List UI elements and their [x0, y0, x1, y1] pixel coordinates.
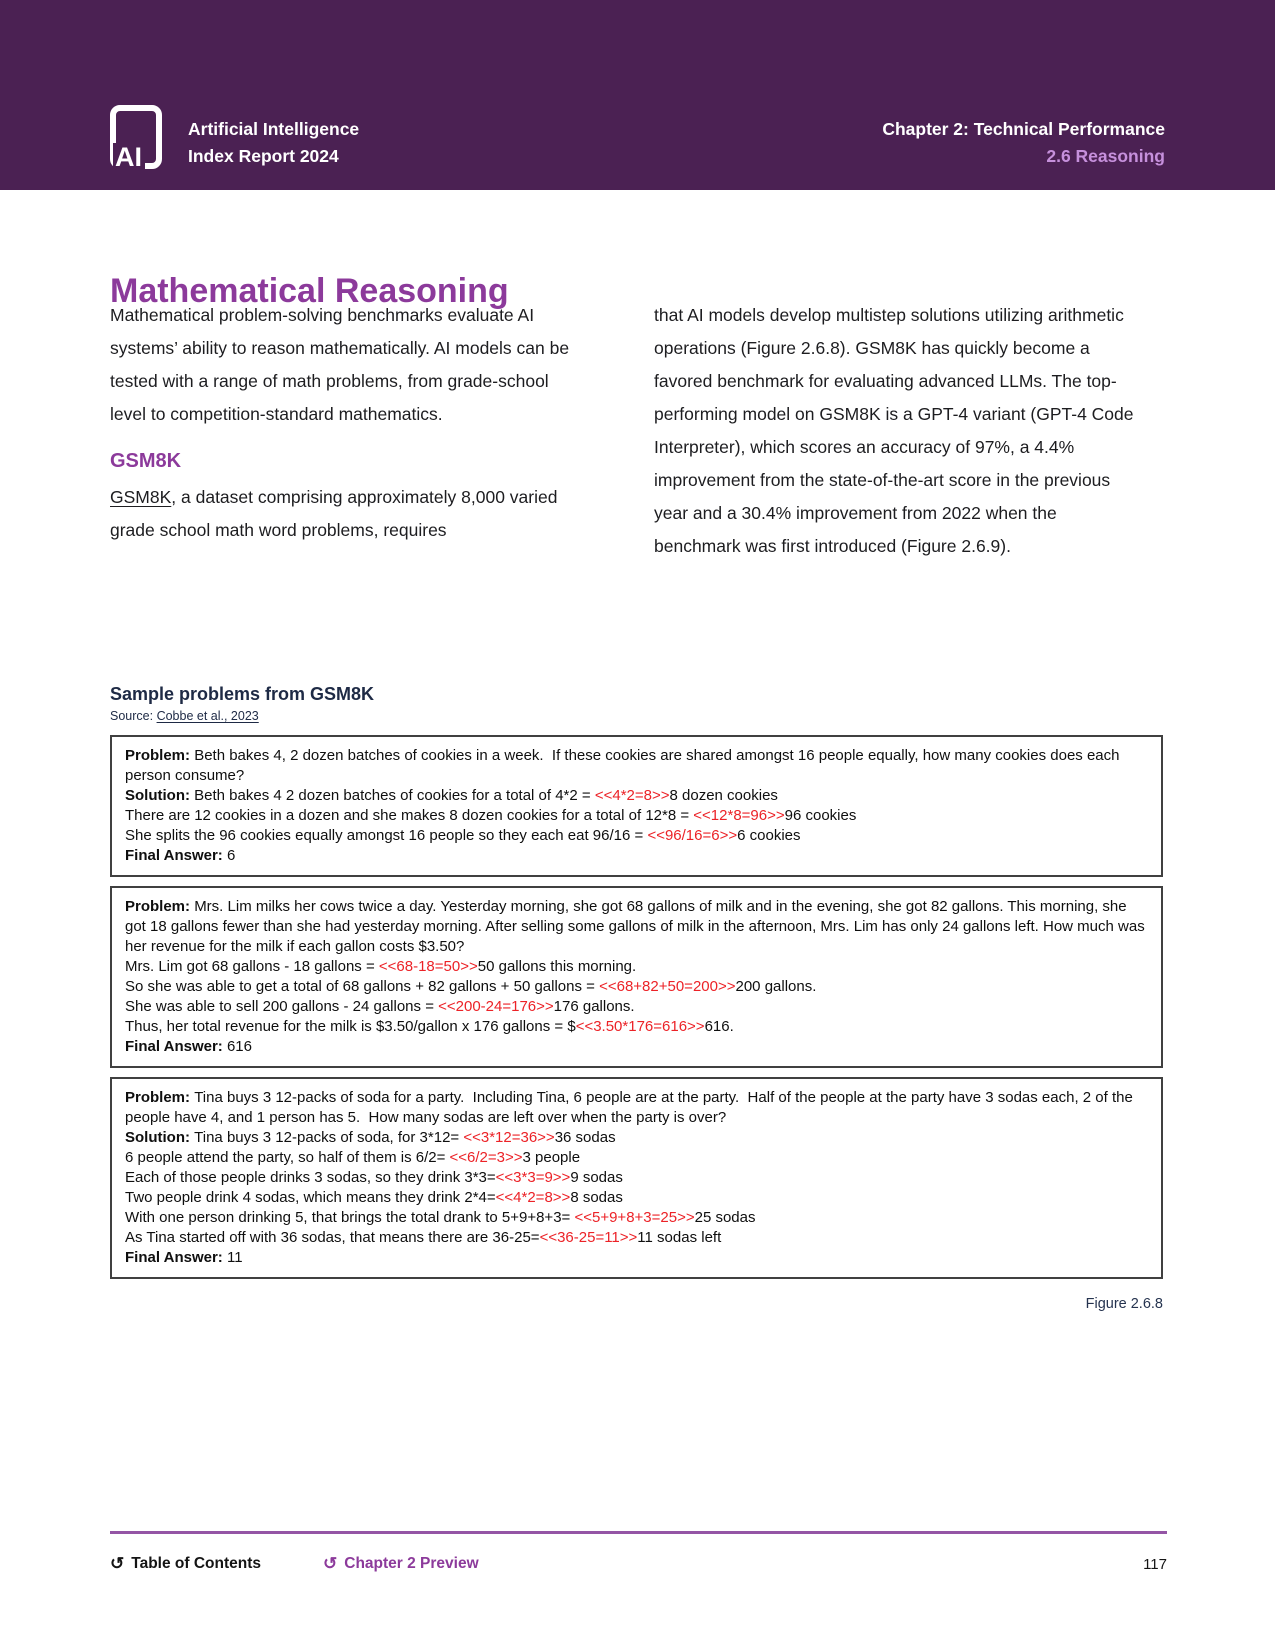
return-arrow-icon: ↺	[110, 1553, 125, 1573]
problem-box	[110, 1077, 1163, 1279]
equation-annotation: <<3*12=36>>	[463, 1129, 555, 1146]
problem-text-segment: 200 gallons.	[735, 978, 817, 995]
page-title: Mathematical Reasoning	[110, 271, 509, 310]
right-paragraph: that AI models develop multistep solutions utilizing arithmetic operations (Figure 2.6.8). GSM8K has quickly become a favored benchmark for evaluating advanced LLMs. The top-performing model on GSM8K is a GPT-4 variant (GPT-4 Code Interpreter), which scores an accuracy of 97%, a 4.4% improvement from the state-of-the-art score in the previous year and a 30.4% improvement from 2022 when the benchmark was first introduced (Figure 2.6.9).	[654, 305, 1134, 556]
problem-text-segment: 6 cookies	[737, 827, 801, 844]
ai-index-logo-text: AI	[113, 143, 145, 172]
chapter-title: Chapter 2: Technical Performance	[882, 119, 1165, 139]
problem-text-segment: She was able to sell 200 gallons - 24 gallons =	[125, 998, 439, 1015]
problem-text-segment: Mrs. Lim milks her cows twice a day. Yesterday morning, she got 68 gallons of milk and in the evening, she got 82 gallons. This morning, she got 18 gallons fewer than she had yesterday morning. After selling some gallons of milk in the afternoon, Mrs. Lim has only 24 gallons left. How much was her revenue for the milk if each gallon costs $3.50?	[125, 898, 1149, 955]
problem-text-segment: Final Answer:	[125, 847, 227, 864]
footer-divider	[110, 1531, 1167, 1534]
problem-line	[125, 1228, 1148, 1248]
problem-text-segment: Beth bakes 4 2 dozen batches of cookies for a total of 4*2 =	[194, 787, 595, 804]
problem-text-segment: There are 12 cookies in a dozen and she makes 8 dozen cookies for a total of 12*8 =	[125, 807, 694, 824]
problem-text-segment: 11 sodas left	[637, 1229, 722, 1246]
problem-text-segment: Each of those people drinks 3 sodas, so they drink 3*3=	[125, 1169, 496, 1186]
figure-source-link[interactable]: Cobbe et al., 2023	[156, 709, 259, 723]
figure-caption: Figure 2.6.8	[1085, 1296, 1163, 1312]
problem-text-segment: Final Answer:	[125, 1249, 227, 1266]
article-right-column	[654, 299, 1136, 563]
report-brand-line2: Index Report 2024	[188, 146, 339, 166]
ai-index-logo-icon	[110, 105, 162, 172]
problem-text-segment: Final Answer:	[125, 1038, 227, 1055]
equation-annotation: <<3*3=9>>	[495, 1169, 571, 1186]
chapter-preview-label: Chapter 2 Preview	[344, 1555, 479, 1572]
problem-line	[125, 957, 1148, 977]
problem-line	[125, 1017, 1148, 1037]
problem-text-segment: Problem:	[125, 747, 195, 764]
problem-line	[125, 997, 1148, 1017]
problem-line	[125, 1208, 1148, 1228]
equation-annotation: <<6/2=3>>	[449, 1149, 523, 1166]
problem-line	[125, 1128, 1148, 1148]
gsm8k-link[interactable]: GSM8K	[110, 487, 172, 507]
problem-text-segment: 616.	[704, 1018, 734, 1035]
problem-line	[125, 1037, 1148, 1057]
problem-text-segment: 616	[226, 1038, 252, 1055]
intro-paragraph: Mathematical problem-solving benchmarks evaluate AI systems’ ability to reason mathematically. AI models can be tested with a range of math problems, from grade-school level to competition-standard mathematics.	[110, 305, 570, 424]
problem-text-segment: She splits the 96 cookies equally amongst 16 people so they each eat 96/16 =	[125, 827, 648, 844]
equation-annotation: <<12*8=96>>	[693, 807, 785, 824]
problem-text-segment: As Tina started off with 36 sodas, that means there are 36-25=	[125, 1229, 540, 1246]
problem-text-segment: Beth bakes 4, 2 dozen batches of cookies in a week. If these cookies are shared amongst 16 people equally, how many cookies does each person consume?	[125, 747, 1124, 784]
problem-text-segment: 8 dozen cookies	[669, 787, 778, 804]
problem-text-segment: Two people drink 4 sodas, which means they drink 2*4=	[125, 1189, 496, 1206]
page-footer	[110, 1555, 1167, 1573]
problem-line	[125, 786, 1148, 806]
return-arrow-icon: ↺	[323, 1553, 338, 1573]
problem-line	[125, 846, 1148, 866]
chapter-preview-link[interactable]	[323, 1555, 479, 1573]
equation-annotation: <<68-18=50>>	[378, 958, 478, 975]
problem-text-segment: Solution:	[125, 787, 195, 804]
problem-line	[125, 1088, 1148, 1128]
problem-text-segment: Problem:	[125, 1089, 195, 1106]
table-of-contents-label: Table of Contents	[131, 1555, 261, 1572]
gsm8k-paragraph	[110, 481, 584, 547]
equation-annotation: <<200-24=176>>	[438, 998, 554, 1015]
gsm8k-paragraph-rest: , a dataset comprising approximately 8,000 varied grade school math word problems, requires	[110, 487, 558, 540]
problem-text-segment: With one person drinking 5, that brings the total drank to 5+9+8+3=	[125, 1209, 575, 1226]
problem-text-segment: 25 sodas	[694, 1209, 756, 1226]
problem-text-segment: Solution:	[125, 1129, 195, 1146]
article-left-column	[110, 299, 584, 563]
figure-section	[110, 683, 1163, 1312]
problem-line	[125, 826, 1148, 846]
problem-text-segment: Thus, her total revenue for the milk is $3.50/gallon x 176 gallons = $	[125, 1018, 576, 1035]
problem-line	[125, 1148, 1148, 1168]
problem-text-segment: 3 people	[522, 1149, 581, 1166]
problem-text-segment: Problem:	[125, 898, 195, 915]
problem-text-segment: 11	[226, 1249, 243, 1266]
figure-source	[110, 708, 1163, 724]
problem-line	[125, 1248, 1148, 1268]
equation-annotation: <<5+9+8+3=25>>	[574, 1209, 695, 1226]
problem-line	[125, 1188, 1148, 1208]
problem-line	[125, 977, 1148, 997]
problem-text-segment: 6	[226, 847, 236, 864]
problem-text-segment: Tina buys 3 12-packs of soda for a party. Including Tina, 6 people are at the party. Half of the people at the party have 3 sodas each, 2 of the people have 4, and 1 person has 5. How many sodas are left over when the party is over?	[125, 1089, 1137, 1126]
header-chapter-block	[882, 116, 1165, 170]
problem-text-segment: 50 gallons this morning.	[477, 958, 637, 975]
table-of-contents-link[interactable]	[110, 1555, 261, 1573]
page-number: 117	[1143, 1555, 1167, 1573]
problem-text-segment: So she was able to get a total of 68 gallons + 82 gallons + 50 gallons =	[125, 978, 600, 995]
equation-annotation: <<4*2=8>>	[495, 1189, 571, 1206]
article-columns	[110, 299, 1136, 563]
problem-line	[125, 806, 1148, 826]
problem-line	[125, 897, 1148, 957]
equation-annotation: <<3.50*176=616>>	[575, 1018, 705, 1035]
problem-text-segment: Tina buys 3 12-packs of soda, for 3*12=	[194, 1129, 464, 1146]
problem-box-container	[110, 735, 1163, 1279]
figure-source-prefix: Source:	[110, 709, 157, 723]
equation-annotation: <<4*2=8>>	[594, 787, 670, 804]
problem-text-segment: 9 sodas	[570, 1169, 623, 1186]
equation-annotation: <<36-25=11>>	[539, 1229, 638, 1246]
problem-line	[125, 746, 1148, 786]
problem-text-segment: 176 gallons.	[553, 998, 635, 1015]
report-brand-line1: Artificial Intelligence	[188, 119, 360, 139]
problem-box	[110, 735, 1163, 877]
equation-annotation: <<68+82+50=200>>	[599, 978, 736, 995]
problem-box	[110, 886, 1163, 1068]
problem-text-segment: 6 people attend the party, so half of them is 6/2=	[125, 1149, 450, 1166]
gsm8k-heading: GSM8K	[110, 450, 182, 472]
problem-text-segment: 36 sodas	[554, 1129, 616, 1146]
page-header	[0, 0, 1275, 190]
problem-line	[125, 1168, 1148, 1188]
figure-title: Sample problems from GSM8K	[110, 684, 375, 704]
report-brand	[188, 116, 359, 170]
equation-annotation: <<96/16=6>>	[647, 827, 738, 844]
problem-text-segment: 8 sodas	[570, 1189, 623, 1206]
section-title: 2.6 Reasoning	[1046, 146, 1165, 166]
problem-text-segment: Mrs. Lim got 68 gallons - 18 gallons =	[125, 958, 379, 975]
problem-text-segment: 96 cookies	[784, 807, 857, 824]
